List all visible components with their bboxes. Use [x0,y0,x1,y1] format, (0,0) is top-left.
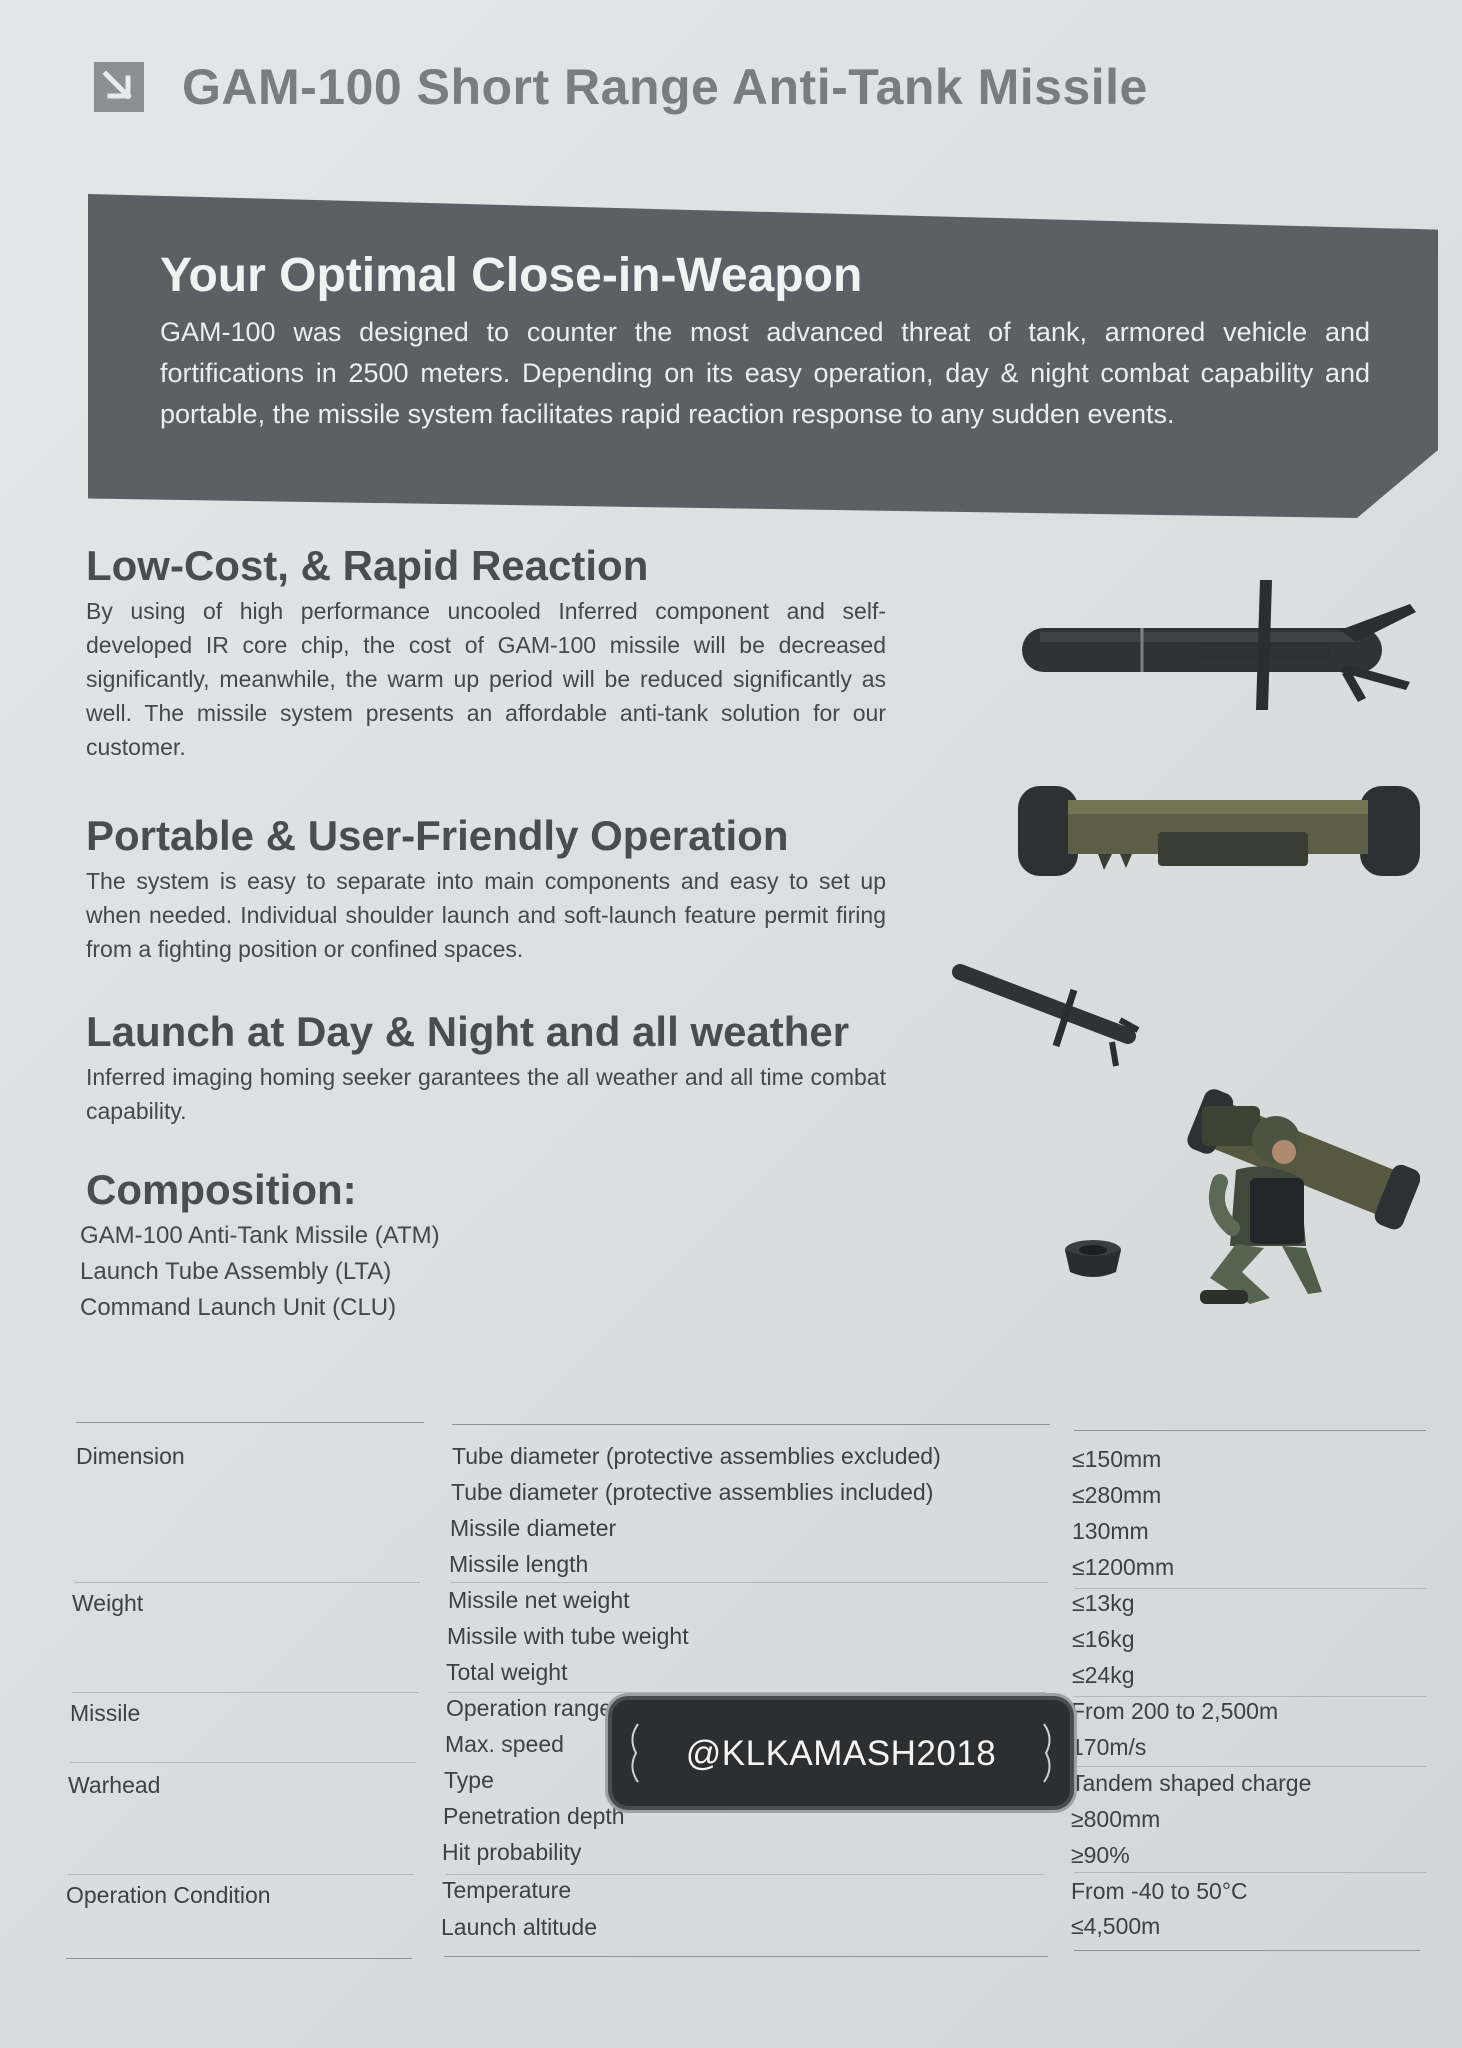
composition-item: Launch Tube Assembly (LTA) [80,1258,392,1285]
watermark-text: @KLKAMASH2018 [685,1734,997,1773]
spec-param: Missile length [449,1551,589,1577]
composition-list [80,1218,440,1326]
section-body-portable: The system is easy to separate into main components and easy to set up when needed. Individual shoulder launch and soft-launch feature permit firing from a fighting position or confined spaces. [86,868,886,962]
banner-text: GAM-100 was designed to counter the most advanced threat of tank, armored vehicle and fortifications in 2500 meters. Depending on its easy operation, day & night combat capability and portable, the missile system facilitates rapid reaction response to any sudden events. [160,317,1370,429]
spec-param: Max. speed [445,1731,564,1757]
table-rule [66,1958,412,1959]
spec-value: ≤13kg [1072,1590,1135,1616]
ornament-right-icon [1040,1722,1056,1784]
table-rule [76,1422,424,1423]
composition-item: GAM-100 Anti-Tank Missile (ATM) [80,1222,440,1249]
table-rule [1074,1430,1426,1431]
spec-param: Tube diameter (protective assemblies excluded) [452,1443,941,1469]
spec-value: ≤1200mm [1072,1554,1175,1580]
composition-item: Command Launch Unit (CLU) [80,1294,397,1321]
spec-value: ≤16kg [1072,1626,1135,1652]
section-heading-low-cost: Low-Cost, & Rapid Reaction [86,542,649,589]
table-divider [70,1762,416,1763]
spec-value: Tandem shaped charge [1071,1770,1312,1796]
table-rule [444,1956,1048,1957]
arrow-down-right-icon [94,62,144,112]
spec-value: From -40 to 50°C [1071,1878,1248,1904]
spec-param: Missile diameter [450,1515,617,1541]
missile-illustration [1010,570,1430,730]
spec-group-label: Warhead [68,1772,161,1798]
composition-heading: Composition: [86,1166,357,1213]
spec-param: Total weight [446,1659,568,1685]
table-divider [72,1692,418,1693]
banner-heading: Your Optimal Close-in-Weapon [160,249,863,302]
spec-group-label: Dimension [76,1443,185,1469]
spec-param: Launch altitude [441,1914,598,1940]
spec-param: Missile with tube weight [447,1623,689,1649]
spec-param: Missile net weight [448,1587,630,1613]
spec-param: Temperature [442,1877,572,1903]
section-heading-portable: Portable & User-Friendly Operation [86,812,789,859]
spec-param: Penetration depth [443,1803,625,1829]
table-rule [1074,1950,1420,1951]
table-divider [74,1582,420,1583]
spec-group-label: Weight [72,1590,144,1616]
component-part-illustration [1062,1236,1124,1282]
spec-value: ≥90% [1071,1842,1130,1868]
table-divider [1074,1872,1426,1873]
spec-value: ≤150mm [1072,1446,1162,1472]
table-divider [448,1692,1046,1693]
spec-value: ≤280mm [1072,1482,1162,1508]
spec-param: Tube diameter (protective assemblies included) [451,1479,934,1505]
spec-value: 170m/s [1071,1734,1147,1760]
spec-value: From 200 to 2,500m [1071,1698,1279,1724]
table-divider [1074,1696,1426,1697]
spec-param: Hit probability [442,1839,582,1865]
spec-param: Type [444,1767,494,1793]
section-heading-day-night: Launch at Day & Night and all weather [86,1008,850,1055]
table-divider [1074,1588,1426,1589]
launch-tube-illustration [1008,776,1428,886]
document-title: GAM-100 Short Range Anti-Tank Missile [182,59,1148,115]
table-divider [68,1874,414,1875]
section-body-low-cost: By using of high performance uncooled Inferred component and self-developed IR core chip, the cost of GAM-100 missile will be decreased significantly, meanwhile, the warm up period will be reduced significantly as well. The missile system presents an affordable anti-tank solution for our customer. [86,598,886,760]
table-rule [452,1424,1050,1425]
table-divider [446,1874,1044,1875]
watermark-badge [612,1700,1070,1806]
spec-value: ≤24kg [1072,1662,1135,1688]
spec-group-label: Missile [70,1700,141,1726]
spec-value: 130mm [1072,1518,1149,1544]
section-body-day-night: Inferred imaging homing seeker garantees the all weather and all time combat capability. [86,1064,886,1124]
spec-group-label: Operation Condition [66,1882,271,1908]
table-divider [450,1582,1048,1583]
spec-value: ≥800mm [1071,1806,1161,1832]
spec-param: Operation range [446,1695,613,1721]
table-divider [1074,1766,1426,1767]
spec-value: ≤4,500m [1071,1913,1161,1939]
